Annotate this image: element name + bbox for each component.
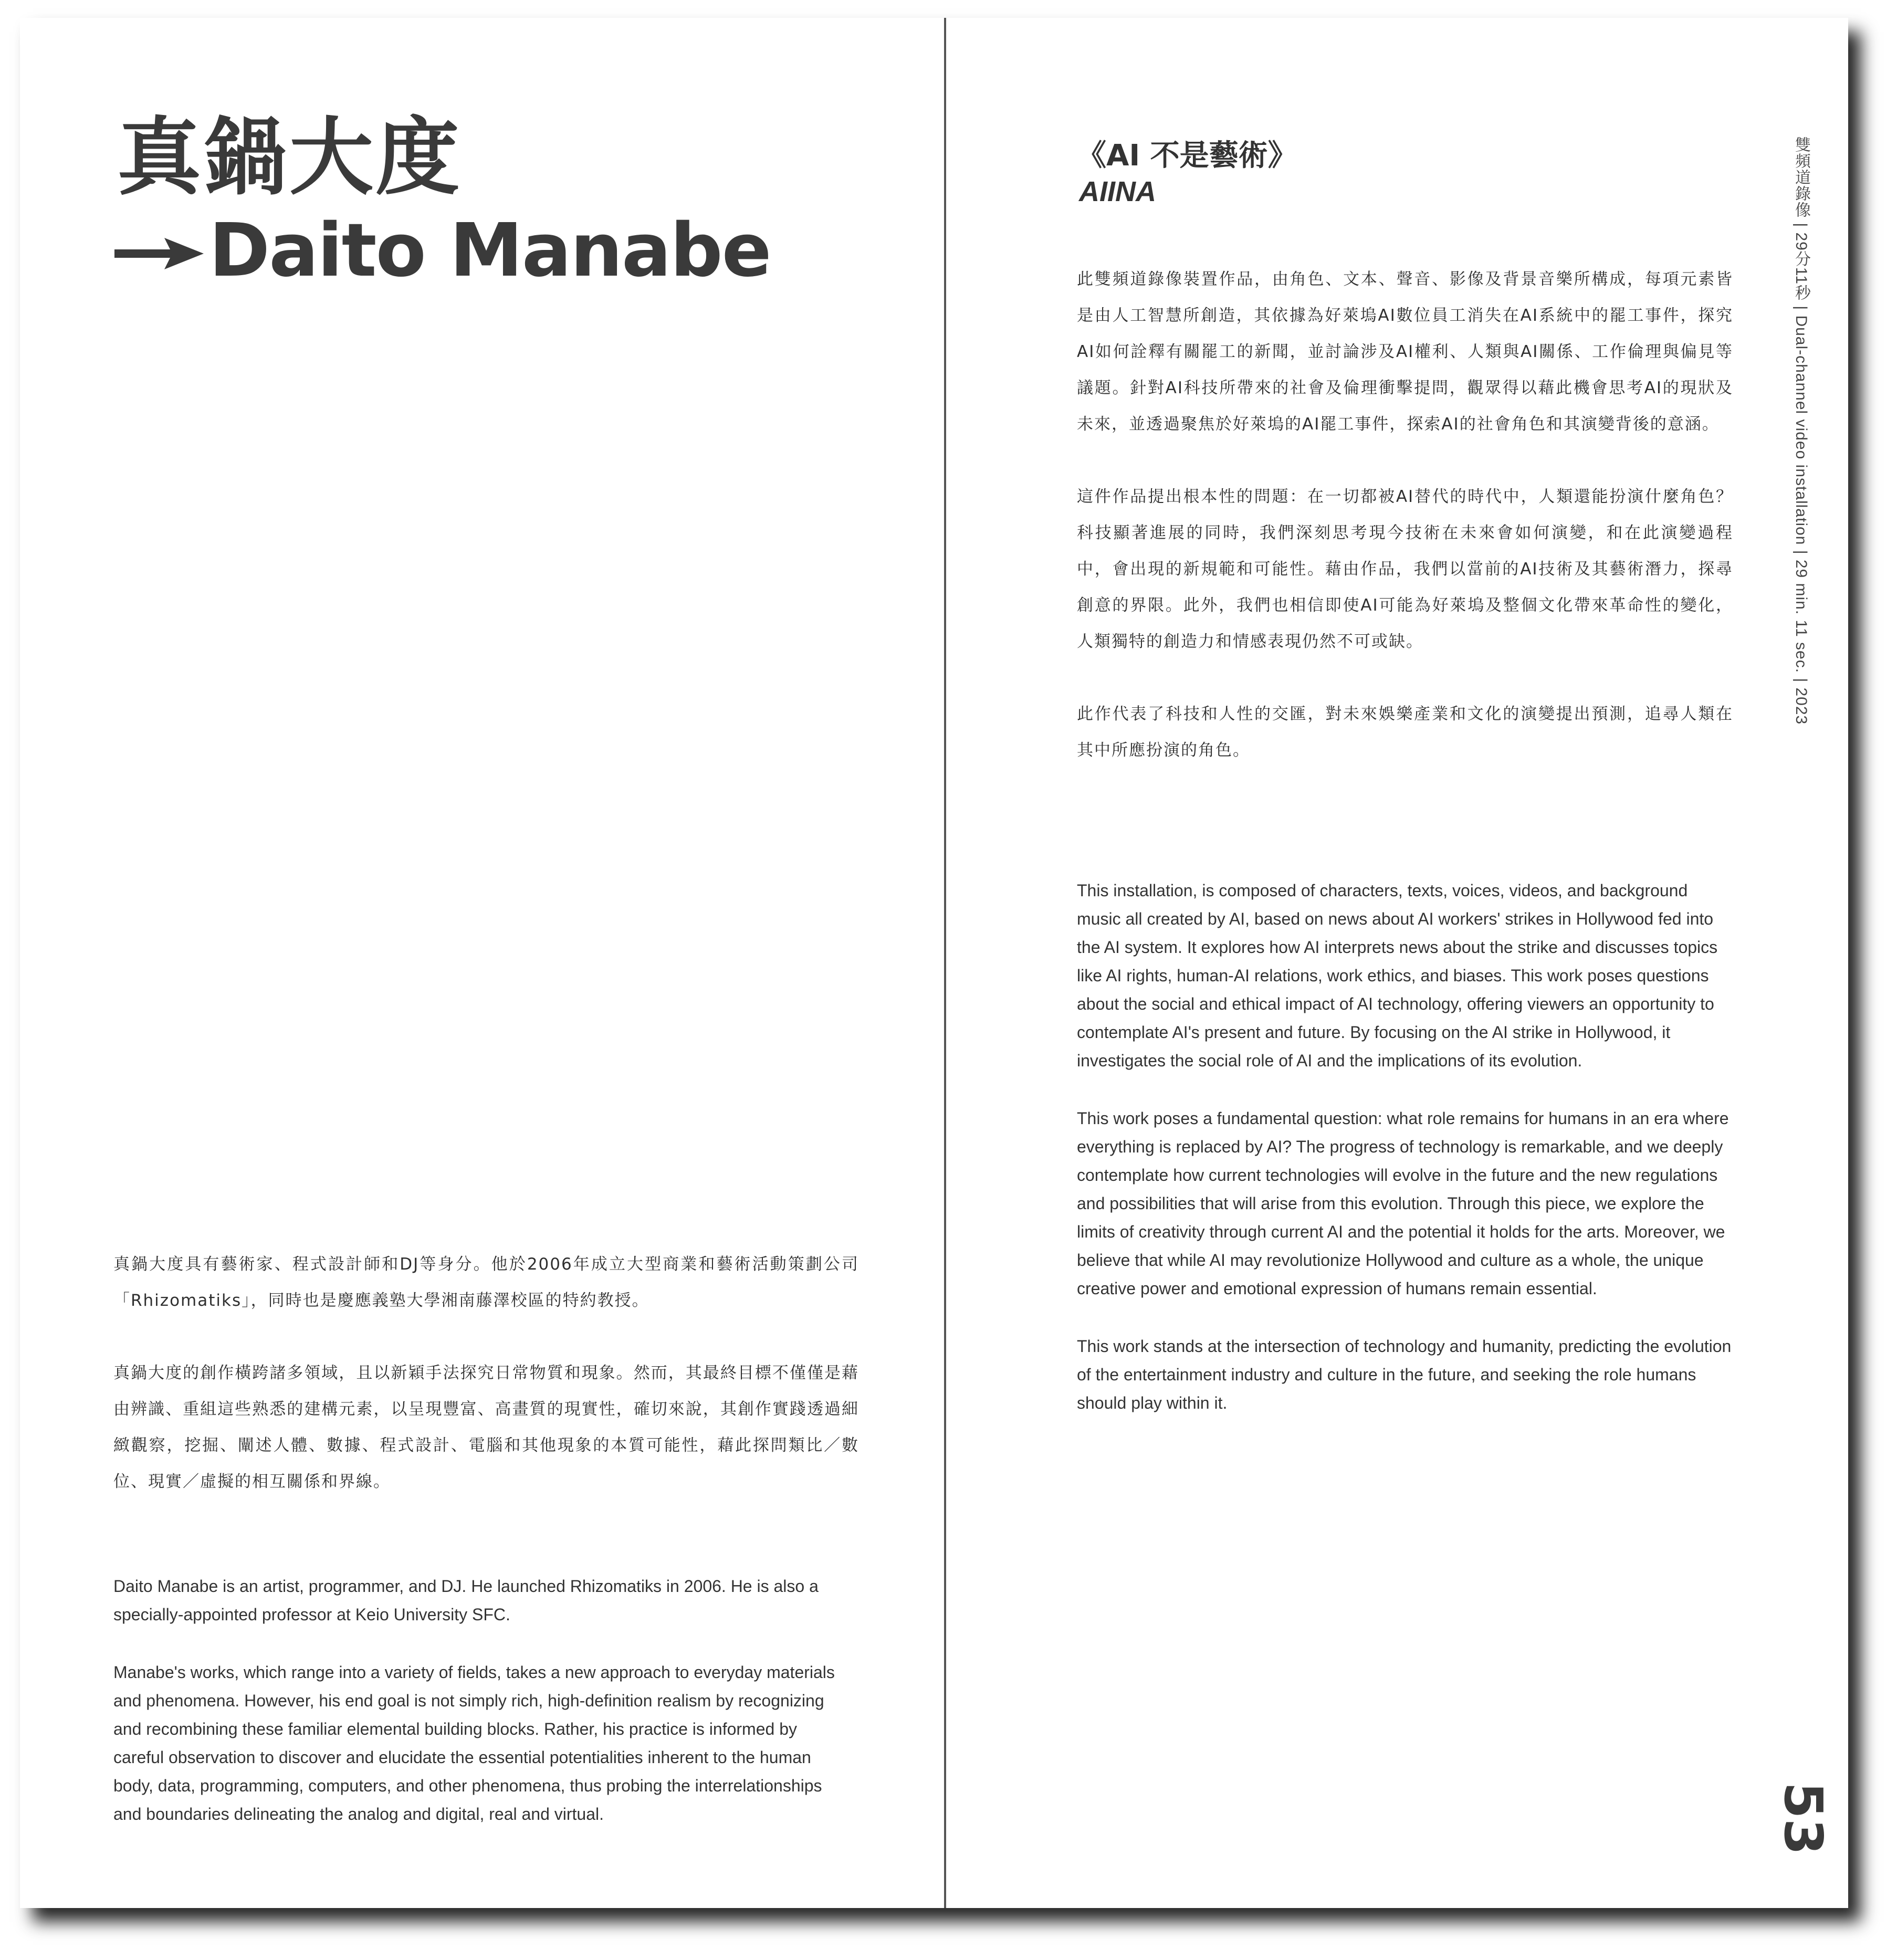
bio-zh-paragraph-2: 真鍋大度的創作橫跨諸多領域，且以新穎手法探究日常物質和現象。然而，其最終目標不僅僅是藉由辨識、重組這些熟悉的建構元素，以呈現豐富、高畫質的現實性，確切來說，其創作實踐透過細緻觀察，挖掘、闡述人體、數據、程式設計、電腦和其他現象的本質可能性，藉此探問類比／數位、現實／虛擬的相互關係和界線。	[113, 1364, 859, 1491]
description-zh	[1077, 261, 1733, 769]
description-en-paragraph-2: This work poses a fundamental question: what role remains for humans in an era where everything is replaced by AI? The progress of technology is remarkable, and we deeply contemplate how current technologies will evolve in the future and the new regulations and possibilities that will arise from this evolution. Through this piece, we explore the limits of creativity through current AI and the potential it holds for the arts. Moreover, we believe that while AI may revolutionize Hollywood and culture as a whole, the unique creative power and emotional expression of humans remain essential.	[1077, 1109, 1729, 1298]
description-zh-paragraph-3: 此作代表了科技和人性的交匯，對未來娛樂產業和文化的演變提出預測，追尋人類在其中所應扮演的角色。	[1077, 705, 1733, 760]
work-title-en: AIINA	[1079, 176, 1156, 207]
book-spread	[20, 18, 1848, 1908]
work-side-caption: 雙頻道錄像 | 29分11秒 | Dual-channel video installation | 29 min. 11 sec. | 2023	[1793, 137, 1810, 725]
description-zh-paragraph-2: 這件作品提出根本性的問題：在一切都被AI替代的時代中，人類還能扮演什麼角色？科技顯著進展的同時，我們深刻思考現今技術在未來會如何演變，和在此演變過程中，會出現的新規範和可能性。藉由作品，我們以當前的AI技術及其藝術潛力，探尋創意的界限。此外，我們也相信即使AI可能為好萊塢及整個文化帶來革命性的變化，人類獨特的創造力和情感表現仍然不可或缺。	[1077, 487, 1733, 651]
description-en	[1077, 876, 1733, 1417]
bio-zh	[113, 1246, 859, 1500]
bio-zh-paragraph-1: 真鍋大度具有藝術家、程式設計師和DJ等身分。他於2006年成立大型商業和藝術活動策劃公司「Rhizomatiks」，同時也是慶應義塾大學湘南藤澤校區的特約教授。	[113, 1255, 859, 1310]
description-en-paragraph-3: This work stands at the intersection of technology and humanity, predicting the evolution of the entertainment industry and culture in the future, and seeking the role humans should play within it.	[1077, 1337, 1732, 1412]
left-page	[20, 18, 945, 1908]
artist-name-en-text: Daito Manabe	[209, 208, 771, 294]
page-number: 53	[1773, 1782, 1834, 1856]
bio-en	[113, 1572, 864, 1828]
bio-en-paragraph-1: Daito Manabe is an artist, programmer, and DJ. He launched Rhizomatiks in 2006. He is also a specially-appointed professor at Keio University SFC.	[113, 1577, 819, 1624]
description-zh-paragraph-1: 此雙頻道錄像裝置作品，由角色、文本、聲音、影像及背景音樂所構成，每項元素皆是由人工智慧所創造，其依據為好萊塢AI數位員工消失在AI系統中的罷工事件，探究AI如何詮釋有關罷工的新聞，並討論涉及AI權利、人類與AI關係、工作倫理與偏見等議題。針對AI科技所帶來的社會及倫理衝擊提問，觀眾得以藉此機會思考AI的現狀及未來，並透過聚焦於好萊塢的AI罷工事件，探索AI的社會角色和其演變背後的意涵。	[1077, 270, 1733, 434]
artist-name-en	[114, 204, 771, 294]
bio-en-paragraph-2: Manabe's works, which range into a variety of fields, takes a new approach to everyday materials and phenomena. However, his end goal is not simply rich, high-definition realism by recognizing and recombining these familiar elemental building blocks. Rather, his practice is informed by careful observation to discover and elucidate the essential potentialities inherent to the human body, data, programming, computers, and other phenomena, thus probing the interrelationships and boundaries delineating the analog and digital, real and virtual.	[113, 1663, 835, 1823]
artist-name-zh: 真鍋大度	[117, 108, 462, 206]
description-en-paragraph-1: This installation, is composed of characters, texts, voices, videos, and background music all created by AI, based on news about AI workers' strikes in Hollywood fed into the AI system. It explores how AI interprets news about the strike and discusses topics like AI rights, human-AI relations, work ethics, and biases. This work poses questions about the social and ethical impact of AI technology, offering viewers an opportunity to contemplate AI's present and future. By focusing on the AI strike in Hollywood, it investigates the social role of AI and the implications of its evolution.	[1077, 881, 1718, 1070]
arrow-right-icon	[114, 204, 204, 236]
work-title-zh: 《AI 不是藝術》	[1077, 139, 1297, 173]
